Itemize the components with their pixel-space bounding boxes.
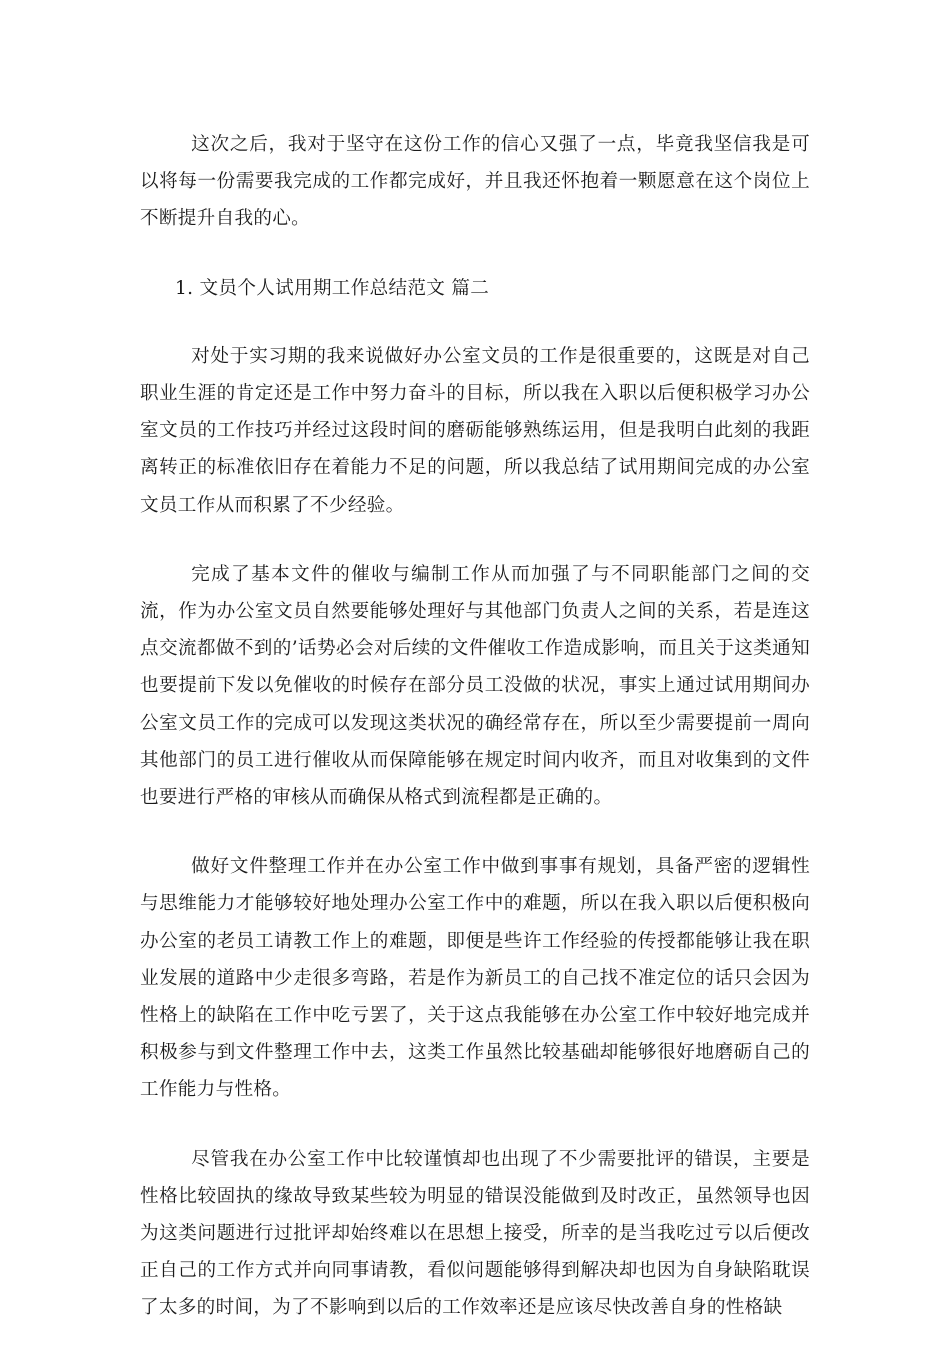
paragraph-3: 做好文件整理工作并在办公室工作中做到事事有规划，具备严密的逻辑性与思维能力才能够较好地处理办公室工作中的难题，所以在我入职以后便积极向办公室的老员工请教工作上的难题，即便是些许工作经验的传授都能够让我在职业发展的道路中少走很多弯路，若是作为新员工的自己找不准定位的话只会因为性格上的缺陷在工作中吃亏罢了，关于这点我能够在办公室工作中较好地完成并积极参与到文件整理工作中去，这类工作虽然比较基础却能够很好地磨砺自己的工作能力与性格。 <box>140 856 810 1101</box>
document-body <box>140 126 810 1359</box>
paragraph-2: 完成了基本文件的催收与编制工作从而加强了与不同职能部门之间的交流，作为办公室文员自然要能够处理好与其他部门负责人之间的关系，若是连这点交流都做不到的’话势必会对后续的文件催收工作造成影响，而且关于这类通知也要提前下发以免催收的时候存在部分员工没做的状况，事实上通过试用期间办公室文员工作的完成可以发现这类状况的确经常存在，所以至少需要提前一周向其他部门的员工进行催收从而保障能够在规定时间内收齐，而且对收集到的文件也要进行严格的审核从而确保从格式到流程都是正确的。 <box>140 563 810 809</box>
paragraph-1: 对处于实习期的我来说做好办公室文员的工作是很重要的，这既是对自己职业生涯的肯定还是工作中努力奋斗的目标，所以我在入职以后便积极学习办公室文员的工作技巧并经过这段时间的磨砺能够熟练运用，但是我明白此刻的我距离转正的标准依旧存在着能力不足的问题，所以我总结了试用期间完成的办公室文员工作从而积累了不少经验。 <box>140 345 810 516</box>
section-heading: 1. 文员个人试用期工作总结范文 篇二 <box>175 277 490 299</box>
paragraph-intro: 这次之后，我对于坚守在这份工作的信心又强了一点，毕竟我坚信我是可以将每一份需要我完成的工作都完成好，并且我还怀抱着一颗愿意在这个岗位上不断提升自我的心。 <box>140 134 810 230</box>
paragraph-4: 尽管我在办公室工作中比较谨慎却也出现了不少需要批评的错误，主要是性格比较固执的缘故导致某些较为明显的错误没能做到及时改正，虽然领导也因为这类问题进行过批评却始终难以在思想上接受，所幸的是当我吃过亏以后便改正自己的工作方式并向同事请教，看似问题能够得到解决却也因为自身缺陷耽误了太多的时间，为了不影响到以后的工作效率还是应该尽快改善自身的性格缺 <box>140 1148 810 1319</box>
